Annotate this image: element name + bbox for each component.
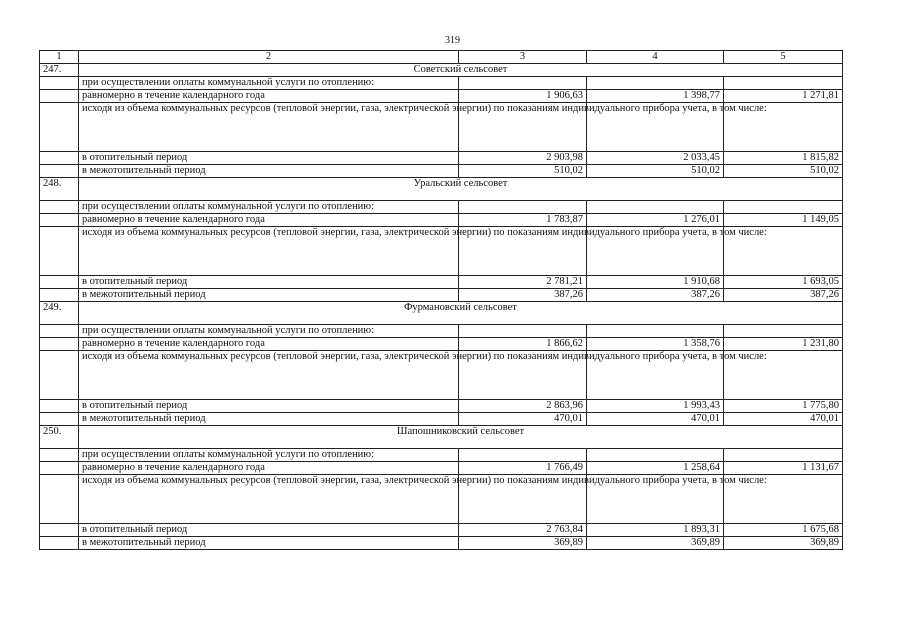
section-title-row bbox=[40, 426, 843, 449]
row-number-cell bbox=[40, 276, 79, 289]
table-row bbox=[40, 524, 843, 537]
row-number-cell bbox=[40, 214, 79, 227]
row-number-cell bbox=[40, 413, 79, 426]
value-cell-col5: 369,89 bbox=[724, 537, 843, 550]
value-cell-col4: 1 276,01 bbox=[587, 214, 724, 227]
row-number-cell bbox=[40, 165, 79, 178]
table-row bbox=[40, 462, 843, 475]
row-number-cell bbox=[40, 325, 79, 338]
value-cell-col4 bbox=[587, 325, 724, 338]
tariff-table bbox=[39, 50, 843, 550]
row-label: исходя из объема коммунальных ресурсов (тепловой энергии, газа, электрической энергии) по показаниям индивидуального прибора учета, в том числе: bbox=[79, 475, 459, 524]
value-cell-col3: 1 766,49 bbox=[459, 462, 587, 475]
value-cell-col3: 1 783,87 bbox=[459, 214, 587, 227]
row-label: при осуществлении оплаты коммунальной услуги по отоплению: bbox=[79, 201, 459, 214]
table-row bbox=[40, 289, 843, 302]
section-number: 250. bbox=[40, 426, 79, 449]
value-cell-col5 bbox=[724, 77, 843, 90]
value-cell-col5: 1 775,80 bbox=[724, 400, 843, 413]
value-cell-col5 bbox=[724, 201, 843, 214]
value-cell-col3 bbox=[459, 449, 587, 462]
row-number-cell bbox=[40, 524, 79, 537]
value-cell-col3: 2 781,21 bbox=[459, 276, 587, 289]
table-row bbox=[40, 165, 843, 178]
value-cell-col3 bbox=[459, 77, 587, 90]
value-cell-col4: 1 993,43 bbox=[587, 400, 724, 413]
row-label: в отопительный период bbox=[79, 152, 459, 165]
value-cell-col4: 1 258,64 bbox=[587, 462, 724, 475]
section-title: Фурмановский сельсовет bbox=[79, 302, 843, 325]
row-label: в межотопительный период bbox=[79, 537, 459, 550]
row-label: в межотопительный период bbox=[79, 165, 459, 178]
row-number-cell bbox=[40, 449, 79, 462]
table-row bbox=[40, 90, 843, 103]
table-row bbox=[40, 400, 843, 413]
row-label: в межотопительный период bbox=[79, 413, 459, 426]
section-title: Шапошниковский сельсовет bbox=[79, 426, 843, 449]
row-number-cell bbox=[40, 475, 79, 524]
value-cell-col4: 2 033,45 bbox=[587, 152, 724, 165]
row-label: при осуществлении оплаты коммунальной услуги по отоплению: bbox=[79, 449, 459, 462]
tariff-table-body bbox=[40, 51, 843, 550]
table-row bbox=[40, 214, 843, 227]
value-cell-col3: 369,89 bbox=[459, 537, 587, 550]
row-label: исходя из объема коммунальных ресурсов (тепловой энергии, газа, электрической энергии) по показаниям индивидуального прибора учета, в том числе: bbox=[79, 227, 459, 276]
row-number-cell bbox=[40, 77, 79, 90]
row-label: равномерно в течение календарного года bbox=[79, 338, 459, 351]
row-label: равномерно в течение календарного года bbox=[79, 90, 459, 103]
row-label: в отопительный период bbox=[79, 276, 459, 289]
row-number-cell bbox=[40, 201, 79, 214]
column-header: 1 bbox=[40, 51, 79, 64]
table-row bbox=[40, 227, 843, 276]
value-cell-col4 bbox=[587, 449, 724, 462]
value-cell-col5: 470,01 bbox=[724, 413, 843, 426]
section-number: 247. bbox=[40, 64, 79, 77]
table-row bbox=[40, 276, 843, 289]
value-cell-col5: 1 693,05 bbox=[724, 276, 843, 289]
table-row bbox=[40, 103, 843, 152]
table-row bbox=[40, 449, 843, 462]
page-number: 319 bbox=[445, 35, 460, 46]
row-label: при осуществлении оплаты коммунальной услуги по отоплению: bbox=[79, 77, 459, 90]
value-cell-col5 bbox=[724, 449, 843, 462]
value-cell-col5: 1 815,82 bbox=[724, 152, 843, 165]
value-cell-col5 bbox=[724, 325, 843, 338]
table-row bbox=[40, 77, 843, 90]
value-cell-col4: 1 893,31 bbox=[587, 524, 724, 537]
row-label: в отопительный период bbox=[79, 400, 459, 413]
value-cell-col3: 2 763,84 bbox=[459, 524, 587, 537]
table-row bbox=[40, 537, 843, 550]
section-title-row bbox=[40, 302, 843, 325]
column-header: 5 bbox=[724, 51, 843, 64]
row-number-cell bbox=[40, 338, 79, 351]
section-title-row bbox=[40, 178, 843, 201]
value-cell-col4: 1 358,76 bbox=[587, 338, 724, 351]
value-cell-col4: 369,89 bbox=[587, 537, 724, 550]
row-number-cell bbox=[40, 227, 79, 276]
table-row bbox=[40, 351, 843, 400]
table-row bbox=[40, 413, 843, 426]
row-label: в межотопительный период bbox=[79, 289, 459, 302]
row-label: исходя из объема коммунальных ресурсов (тепловой энергии, газа, электрической энергии) по показаниям индивидуального прибора учета, в том числе: bbox=[79, 103, 459, 152]
value-cell-col4 bbox=[587, 77, 724, 90]
value-cell-col3: 2 903,98 bbox=[459, 152, 587, 165]
column-header: 4 bbox=[587, 51, 724, 64]
value-cell-col3: 1 906,63 bbox=[459, 90, 587, 103]
value-cell-col4 bbox=[587, 201, 724, 214]
table-row bbox=[40, 152, 843, 165]
value-cell-col3: 2 863,96 bbox=[459, 400, 587, 413]
row-number-cell bbox=[40, 289, 79, 302]
value-cell-col3 bbox=[459, 325, 587, 338]
value-cell-col3: 387,26 bbox=[459, 289, 587, 302]
row-number-cell bbox=[40, 537, 79, 550]
column-number-row bbox=[40, 51, 843, 64]
value-cell-col5: 1 271,81 bbox=[724, 90, 843, 103]
column-header: 3 bbox=[459, 51, 587, 64]
value-cell-col5: 1 149,05 bbox=[724, 214, 843, 227]
row-number-cell bbox=[40, 90, 79, 103]
section-title: Уральский сельсовет bbox=[79, 178, 843, 201]
value-cell-col5: 1 131,67 bbox=[724, 462, 843, 475]
table-row bbox=[40, 325, 843, 338]
row-number-cell bbox=[40, 103, 79, 152]
table-row bbox=[40, 475, 843, 524]
value-cell-col5: 1 231,80 bbox=[724, 338, 843, 351]
value-cell-col4: 1 910,68 bbox=[587, 276, 724, 289]
row-label: исходя из объема коммунальных ресурсов (тепловой энергии, газа, электрической энергии) по показаниям индивидуального прибора учета, в том числе: bbox=[79, 351, 459, 400]
row-number-cell bbox=[40, 152, 79, 165]
row-number-cell bbox=[40, 400, 79, 413]
section-number: 248. bbox=[40, 178, 79, 201]
row-number-cell bbox=[40, 351, 79, 400]
value-cell-col3: 510,02 bbox=[459, 165, 587, 178]
value-cell-col4: 470,01 bbox=[587, 413, 724, 426]
row-label: равномерно в течение календарного года bbox=[79, 462, 459, 475]
value-cell-col3: 470,01 bbox=[459, 413, 587, 426]
table-row bbox=[40, 338, 843, 351]
value-cell-col4: 387,26 bbox=[587, 289, 724, 302]
value-cell-col5: 1 675,68 bbox=[724, 524, 843, 537]
row-label: в отопительный период bbox=[79, 524, 459, 537]
table-row bbox=[40, 201, 843, 214]
value-cell-col4: 510,02 bbox=[587, 165, 724, 178]
section-title-row bbox=[40, 64, 843, 77]
value-cell-col3: 1 866,62 bbox=[459, 338, 587, 351]
value-cell-col3 bbox=[459, 201, 587, 214]
section-title: Советский сельсовет bbox=[79, 64, 843, 77]
row-label: равномерно в течение календарного года bbox=[79, 214, 459, 227]
column-header: 2 bbox=[79, 51, 459, 64]
row-label: при осуществлении оплаты коммунальной услуги по отоплению: bbox=[79, 325, 459, 338]
value-cell-col5: 387,26 bbox=[724, 289, 843, 302]
row-number-cell bbox=[40, 462, 79, 475]
value-cell-col5: 510,02 bbox=[724, 165, 843, 178]
value-cell-col4: 1 398,77 bbox=[587, 90, 724, 103]
section-number: 249. bbox=[40, 302, 79, 325]
